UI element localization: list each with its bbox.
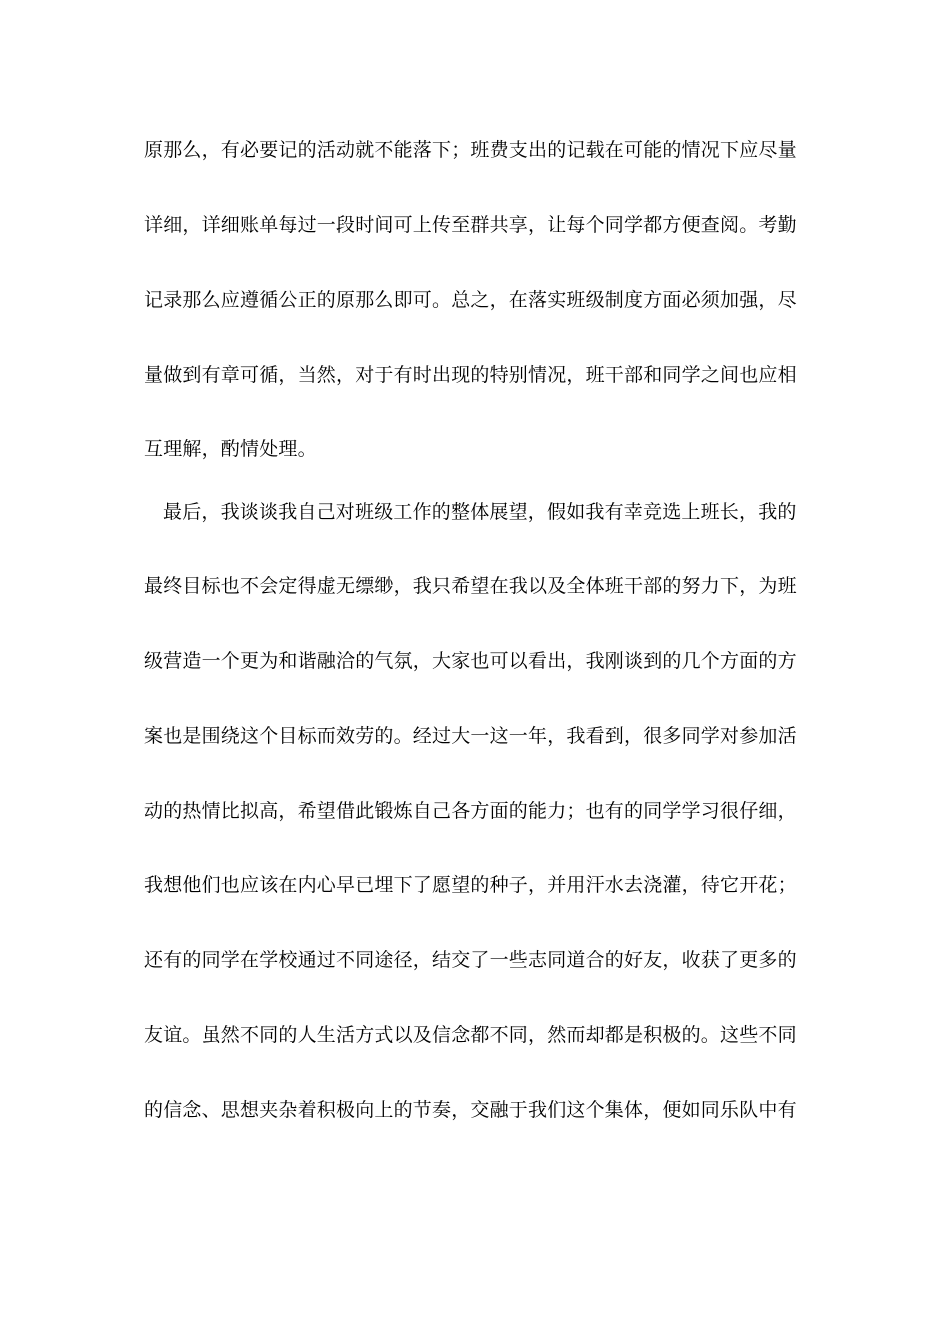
text-line: 级营造一个更为和谐融洽的气氛，大家也可以看出，我刚谈到的几个方面的方 bbox=[144, 650, 797, 672]
text-line: 还有的同学在学校通过不同途径，结交了一些志同道合的好友，收获了更多的 bbox=[144, 949, 797, 971]
text-line: 量做到有章可循，当然，对于有时出现的特别情况，班干部和同学之间也应相 bbox=[144, 364, 797, 386]
text-line: 友谊。虽然不同的人生活方式以及信念都不同，然而却都是积极的。这些不同 bbox=[144, 1024, 797, 1046]
text-line: 我想他们也应该在内心早已埋下了愿望的种子，并用汗水去浇灌，待它开花； bbox=[144, 874, 797, 896]
text-line: 最终目标也不会定得虚无缥缈，我只希望在我以及全体班干部的努力下，为班 bbox=[144, 575, 797, 597]
text-line: 案也是围绕这个目标而效劳的。经过大一这一年，我看到，很多同学对参加活 bbox=[144, 725, 797, 747]
text-line: 记录那么应遵循公正的原那么即可。总之，在落实班级制度方面必须加强，尽 bbox=[144, 289, 797, 311]
text-line: 互理解，酌情处理。 bbox=[144, 438, 317, 460]
paragraph-start-line: 最后，我谈谈我自己对班级工作的整体展望，假如我有幸竞选上班长，我的 bbox=[163, 501, 797, 523]
text-line: 原那么，有必要记的活动就不能落下；班费支出的记载在可能的情况下应尽量 bbox=[144, 139, 797, 161]
text-line: 动的热情比拟高，希望借此锻炼自己各方面的能力；也有的同学学习很仔细， bbox=[144, 800, 797, 822]
text-line: 详细，详细账单每过一段时间可上传至群共享，让每个同学都方便查阅。考勤 bbox=[144, 214, 797, 236]
text-line: 的信念、思想夹杂着积极向上的节奏，交融于我们这个集体，便如同乐队中有 bbox=[144, 1099, 797, 1121]
